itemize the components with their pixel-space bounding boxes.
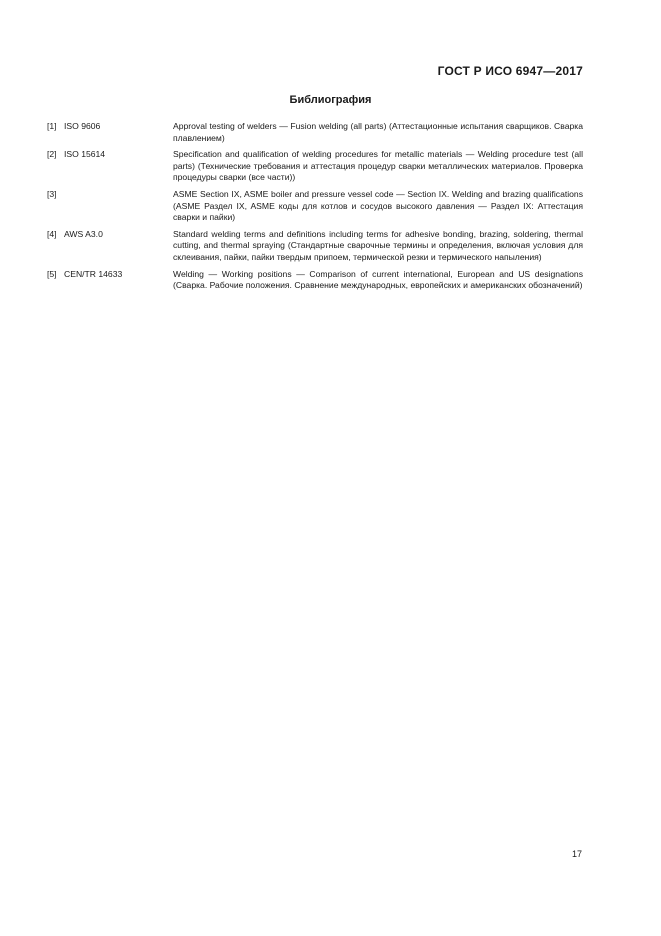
bibliography-entry-2 bbox=[47, 149, 583, 184]
entry-text: Specification and qualification of welding procedures for metallic materials — Welding procedure test (all parts) (Технические требования и аттестация процедур сварки металлических материалов. Проверка процедуры сварки (все части)) bbox=[173, 149, 583, 183]
entry-standard-code: ISO 15614 bbox=[64, 149, 106, 160]
entry-text: Welding — Working positions — Comparison of current international, European and US designations (Сварка. Рабочие положения. Сравнение международных, европейских и американских обозначений) bbox=[173, 268, 583, 291]
bibliography-entry-5 bbox=[47, 269, 583, 292]
bibliography-entry-1 bbox=[47, 121, 583, 144]
bibliography-list bbox=[47, 121, 583, 297]
entry-standard-code: ISO 9606 bbox=[64, 121, 101, 131]
bibliography-entry-3 bbox=[47, 189, 583, 224]
section-title: Библиография bbox=[289, 94, 372, 106]
entry-text: ASME Section IX, ASME boiler and pressure vessel code — Section IX. Welding and brazing qualifications (ASME Раздел IX, ASME коды для котлов и сосудов высокого давления — Раздел IX: Аттестация сварки и пайки) bbox=[173, 188, 583, 223]
entry-standard-code: CEN/TR 14633 bbox=[64, 268, 123, 279]
entry-standard-code: AWS A3.0 bbox=[64, 228, 103, 239]
document-id: ГОСТ Р ИСО 6947—2017 bbox=[437, 64, 583, 78]
page-number: 17 bbox=[571, 849, 582, 859]
entry-text: Approval testing of welders — Fusion welding (all parts) (Аттестационные испытания сварщиков. Сварка плавлением) bbox=[173, 121, 583, 143]
entry-number: [2] bbox=[47, 149, 57, 160]
entry-number: [1] bbox=[47, 121, 57, 131]
entry-number: [5] bbox=[47, 268, 57, 279]
entry-number: [3] bbox=[47, 188, 57, 199]
entry-text: Standard welding terms and definitions including terms for adhesive bonding, brazing, soldering, thermal cutting, and thermal spraying (Стандартные сварочные термины и определения, включая условия для склеивания, пайки, пайки твердым припоем, термической резки и термического напыления) bbox=[173, 228, 583, 262]
entry-number: [4] bbox=[47, 228, 57, 239]
bibliography-entry-4 bbox=[47, 229, 583, 264]
